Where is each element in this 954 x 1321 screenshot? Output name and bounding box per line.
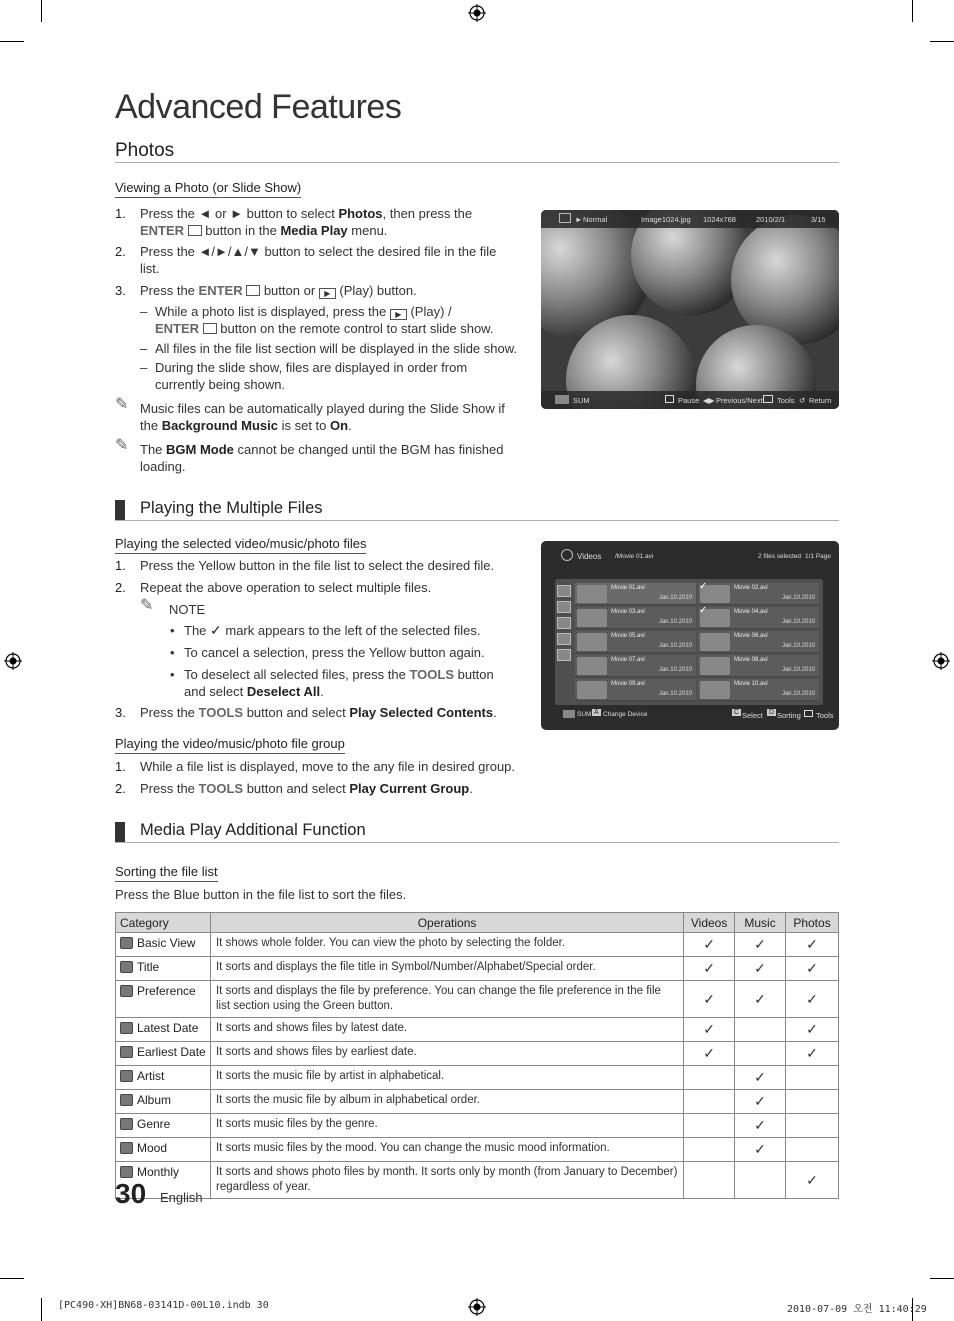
photo-slideshow-screenshot: [541, 210, 839, 409]
table-row: [116, 933, 839, 957]
photo-pause[interactable]: Pause: [678, 396, 700, 405]
video-path: /Movie 01.avi: [615, 553, 654, 560]
photo-mode: Normal: [583, 215, 608, 224]
subheading-selected: Playing the selected video/music/photo files: [115, 536, 366, 554]
video-bottom-bar: [541, 706, 839, 724]
film-reel-icon: [700, 633, 730, 651]
support-check-cell: ✓: [786, 933, 839, 957]
usb-icon: [555, 395, 569, 404]
multi-step-2: Repeat the above operation to select multiple files.: [140, 580, 432, 595]
video-item-date: Jan.10.2010: [781, 595, 815, 601]
video-item-name: Movie 09.avi: [611, 681, 645, 687]
table-row: [116, 1042, 839, 1066]
section-rule: [115, 842, 839, 843]
photo-resolution: 1024x768: [703, 215, 736, 224]
support-check-cell: ✓: [786, 981, 839, 1018]
calendar-icon: [557, 617, 571, 629]
crop-mark: [0, 41, 24, 42]
section-multiple-title: Playing the Multiple Files: [140, 499, 323, 517]
photo-tools[interactable]: Tools: [777, 396, 795, 405]
crop-mark: [930, 1278, 954, 1279]
support-check-cell: [684, 1090, 735, 1114]
step-number: 1.: [115, 206, 126, 221]
operation-cell: It sorts the music file by album in alphabetical order.: [210, 1090, 683, 1114]
table-header-row: [116, 913, 839, 933]
film-reel-icon: [700, 657, 730, 675]
support-check-cell: [786, 1114, 839, 1138]
support-check-cell: [735, 1018, 786, 1042]
table-header: Music: [735, 913, 786, 933]
support-check-cell: [786, 1090, 839, 1114]
category-label: Album: [137, 1093, 172, 1107]
table-header: Operations: [210, 913, 683, 933]
category-cell: [116, 981, 211, 1018]
video-sorting[interactable]: Sorting: [777, 711, 801, 720]
film-reel-icon: [577, 585, 607, 603]
key-d-icon: D: [769, 709, 775, 716]
support-check-cell: ✓: [684, 933, 735, 957]
table-header: Videos: [684, 913, 735, 933]
category-icon: [120, 1022, 133, 1034]
category-label: Mood: [137, 1141, 168, 1155]
folder-icon: [557, 585, 571, 597]
video-item-date: Jan.10.2010: [658, 643, 692, 649]
category-label: Basic View: [137, 936, 196, 950]
video-select[interactable]: Select: [742, 711, 763, 720]
check-mark-icon: ✓: [210, 622, 222, 638]
video-item-date: Jan.10.2010: [781, 619, 815, 625]
support-check-cell: ✓: [735, 957, 786, 981]
category-cell: [116, 1138, 211, 1162]
operation-cell: It sorts and shows files by latest date.: [210, 1018, 683, 1042]
note-pencil-icon: ✎: [115, 396, 129, 413]
key-a-icon: A: [594, 709, 599, 716]
support-check-cell: ✓: [786, 1162, 839, 1199]
video-item-name: Movie 05.avi: [611, 633, 645, 639]
play-icon: ▶: [319, 288, 336, 299]
category-icon: [120, 1142, 133, 1154]
note-pencil-icon: ✎: [140, 597, 154, 614]
table-row: [116, 1162, 839, 1199]
category-cell: [116, 957, 211, 981]
video-list-item[interactable]: [698, 607, 819, 629]
category-cell: [116, 1042, 211, 1066]
video-item-date: Jan.10.2010: [781, 643, 815, 649]
support-check-cell: ✓: [786, 957, 839, 981]
section-rule: [115, 162, 839, 163]
sorting-intro: Press the Blue button in the file list to sort the files.: [115, 887, 407, 902]
page-language: English: [160, 1190, 203, 1205]
video-sidebar: [557, 585, 571, 681]
category-cell: [116, 1018, 211, 1042]
play-icon: ▶: [390, 309, 407, 320]
left-right-icon: ◀▶: [703, 396, 715, 405]
category-icon: [120, 1166, 133, 1178]
photo-date: 2010/2/1: [756, 215, 786, 224]
category-cell: [116, 1090, 211, 1114]
section-bar: [115, 822, 125, 842]
video-change-device[interactable]: Change Device: [603, 711, 648, 718]
support-check-cell: ✓: [684, 1018, 735, 1042]
support-check-cell: ✓: [735, 981, 786, 1018]
step-3-text: Press the ENTER button or ▶ (Play) button.: [140, 283, 417, 298]
note-pencil-icon: ✎: [115, 437, 129, 454]
multi-step-3: Press the TOOLS button and select Play Selected Contents.: [140, 705, 497, 720]
table-header: Category: [116, 913, 211, 933]
table-row: [116, 957, 839, 981]
photo-icon: [559, 213, 571, 223]
registration-mark-icon: [468, 4, 486, 22]
table-row: [116, 1066, 839, 1090]
dash-3-text: During the slide show, files are displayed in order from currently being shown.: [155, 360, 468, 392]
support-check-cell: ✓: [786, 1042, 839, 1066]
video-item-date: Jan.10.2010: [658, 667, 692, 673]
apples-photo: [541, 210, 839, 409]
return-icon: ↺: [799, 396, 806, 405]
table-row: [116, 981, 839, 1018]
bullet-1: The ✓ mark appears to the left of the selected files.: [184, 622, 481, 638]
support-check-cell: ✓: [786, 1018, 839, 1042]
video-item-name: Movie 02.avi: [734, 585, 768, 591]
subheading-sorting: Sorting the file list: [115, 864, 218, 882]
bullet-3: To deselect all selected files, press the TOOLS button and select Deselect All.: [184, 667, 494, 699]
video-list-item[interactable]: [698, 679, 819, 701]
category-label: Latest Date: [137, 1021, 199, 1035]
category-icon: [120, 961, 133, 973]
page-number: 30: [115, 1178, 147, 1209]
section-additional-title: Media Play Additional Function: [140, 821, 366, 839]
video-item-name: Movie 04.avi: [734, 609, 768, 615]
operation-cell: It sorts music files by the mood. You can change the music mood information.: [210, 1138, 683, 1162]
video-top-bar: [541, 547, 839, 567]
photo-device: SUM: [573, 396, 590, 405]
film-reel-icon: [577, 609, 607, 627]
dash-2-text: All files in the file list section will be displayed in the slide show.: [155, 341, 518, 356]
operation-cell: It sorts and displays the file title in Symbol/Number/Alphabet/Special order.: [210, 957, 683, 981]
category-icon: [120, 985, 133, 997]
category-label: Earliest Date: [137, 1045, 206, 1059]
footer-file: [PC490-XH]BN68-03141D-00L10.indb 30: [58, 1300, 269, 1311]
category-icon: [120, 1046, 133, 1058]
video-grid: [575, 583, 821, 703]
group-step-1: While a file list is displayed, move to the any file in desired group.: [140, 759, 516, 774]
support-check-cell: ✓: [684, 1042, 735, 1066]
calendar-icon: [557, 633, 571, 645]
video-list-item[interactable]: [575, 583, 696, 605]
video-list-item[interactable]: [575, 655, 696, 677]
usb-icon: [563, 710, 575, 718]
video-item-date: Jan.10.2010: [781, 691, 815, 697]
support-check-cell: ✓: [735, 1066, 786, 1090]
video-list-item[interactable]: [698, 655, 819, 677]
support-check-cell: ✓: [684, 957, 735, 981]
step-number: 3.: [115, 283, 126, 298]
video-tools[interactable]: Tools: [816, 711, 834, 720]
support-check-cell: [684, 1114, 735, 1138]
support-check-cell: [684, 1066, 735, 1090]
category-label: Monthly: [137, 1165, 180, 1179]
crop-mark: [912, 0, 913, 22]
crop-mark: [41, 1298, 42, 1321]
crop-mark: [930, 41, 954, 42]
operation-cell: It sorts and shows files by earliest date.: [210, 1042, 683, 1066]
support-check-cell: ✓: [735, 933, 786, 957]
video-device: SUM: [577, 711, 592, 718]
category-label: Title: [137, 960, 160, 974]
category-icon: [120, 1094, 133, 1106]
operation-cell: It sorts the music file by artist in alphabetical.: [210, 1066, 683, 1090]
page-title: Advanced Features: [115, 88, 402, 126]
support-check-cell: ✓: [684, 981, 735, 1018]
support-check-cell: [786, 1066, 839, 1090]
crop-mark: [41, 0, 42, 22]
operation-cell: It sorts music files by the genre.: [210, 1114, 683, 1138]
photo-count: 3/15: [811, 215, 826, 224]
table-row: [116, 1114, 839, 1138]
step-number: 1.: [115, 759, 126, 774]
category-icon: [120, 937, 133, 949]
film-reel-icon: [577, 657, 607, 675]
video-list-item[interactable]: [698, 583, 819, 605]
table-row: [116, 1018, 839, 1042]
video-list-item[interactable]: [575, 631, 696, 653]
step-1-text: Press the ◄ or ► button to select Photos, then press the ENTER button in the Media Play menu.: [140, 206, 473, 238]
step-number: 1.: [115, 558, 126, 573]
note-label: NOTE: [169, 602, 206, 617]
video-item-date: Jan.10.2010: [658, 595, 692, 601]
enter-icon: [188, 225, 202, 236]
support-check-cell: ✓: [735, 1138, 786, 1162]
title-icon: [557, 601, 571, 613]
video-item-name: Movie 07.avi: [611, 657, 645, 663]
subheading-group: Playing the video/music/photo file group: [115, 736, 345, 754]
section-photos-title: Photos: [115, 140, 175, 161]
category-cell: [116, 933, 211, 957]
category-label: Artist: [137, 1069, 165, 1083]
support-check-cell: [684, 1162, 735, 1199]
photo-return[interactable]: Return: [809, 396, 832, 405]
category-icon: [120, 1118, 133, 1130]
operation-cell: It shows whole folder. You can view the photo by selecting the folder.: [210, 933, 683, 957]
video-item-date: Jan.10.2010: [781, 667, 815, 673]
check-mark-icon: ✓: [699, 581, 708, 592]
key-c-icon: C: [734, 709, 740, 716]
video-item-name: Movie 06.avi: [734, 633, 768, 639]
step-number: 2.: [115, 580, 126, 595]
step-number: 2.: [115, 781, 126, 796]
photo-bottom-bar: [541, 391, 839, 409]
video-selected-count: 2 files selected: [758, 553, 801, 560]
video-page: 1/1 Page: [805, 553, 832, 560]
subheading-viewing: Viewing a Photo (or Slide Show): [115, 180, 301, 198]
support-check-cell: [684, 1138, 735, 1162]
step-number: 3.: [115, 705, 126, 720]
video-list-screenshot: [541, 541, 839, 730]
footer-date: 2010-07-09 오전 11:40:29: [787, 1304, 927, 1315]
video-list-panel: [555, 579, 823, 705]
tools-icon: [804, 710, 813, 717]
operation-cell: It sorts and shows photo files by month. It sorts only by month (from January to December) regardless of year.: [210, 1162, 683, 1199]
table-row: [116, 1090, 839, 1114]
film-reel-icon: [700, 681, 730, 699]
video-item-name: Movie 01.avi: [611, 585, 645, 591]
video-item-date: Jan.10.2010: [658, 691, 692, 697]
note-1-text: Music files can be automatically played during the Slide Show if the Background Music is set to On.: [140, 401, 505, 433]
dash-1-text: While a photo list is displayed, press the ▶ (Play) / ENTER button on the remote control to start slide show.: [155, 304, 494, 336]
multi-step-1: Press the Yellow button in the file list to select the desired file.: [140, 558, 495, 573]
category-cell: [116, 1114, 211, 1138]
video-title: Videos: [577, 552, 602, 561]
note-2-text: The BGM Mode cannot be changed until the BGM has finished loading.: [140, 442, 504, 474]
video-item-date: Jan.10.2010: [658, 619, 692, 625]
step-number: 2.: [115, 244, 126, 259]
video-item-name: Movie 10.avi: [734, 681, 768, 687]
table-row: [116, 1138, 839, 1162]
bullet-2: To cancel a selection, press the Yellow button again.: [184, 645, 485, 660]
photo-prevnext[interactable]: Previous/Next: [716, 396, 763, 405]
category-cell: [116, 1066, 211, 1090]
video-item-name: Movie 03.avi: [611, 609, 645, 615]
video-list-item[interactable]: [575, 607, 696, 629]
film-reel-icon: [561, 549, 573, 561]
category-icon: [120, 1070, 133, 1082]
table-header: Photos: [786, 913, 839, 933]
check-mark-icon: ✓: [699, 605, 708, 616]
person-icon: [557, 649, 571, 661]
registration-mark-icon: [4, 652, 22, 670]
film-reel-icon: [577, 681, 607, 699]
support-check-cell: [735, 1042, 786, 1066]
support-check-cell: [735, 1162, 786, 1199]
group-step-2: Press the TOOLS button and select Play Current Group.: [140, 781, 473, 796]
support-check-cell: [786, 1138, 839, 1162]
enter-icon: [665, 395, 674, 403]
support-check-cell: ✓: [735, 1114, 786, 1138]
photo-filename: Image1024.jpg: [641, 215, 691, 224]
section-bar: [115, 500, 125, 520]
photo-top-bar: ► Normal Image1024.jpg 1024x768 2010/2/1 3/15: [541, 210, 839, 228]
category-label: Genre: [137, 1117, 171, 1131]
crop-mark: [0, 1278, 24, 1279]
support-check-cell: ✓: [735, 1090, 786, 1114]
video-list-item[interactable]: [698, 631, 819, 653]
enter-icon: [203, 323, 217, 334]
step-2-text: Press the ◄/►/▲/▼ button to select the desired file in the file list.: [140, 244, 497, 276]
category-label: Preference: [137, 984, 196, 998]
registration-mark-icon: [932, 652, 950, 670]
operation-cell: It sorts and displays the file by preference. You can change the file preference in the file list section using the Green button.: [210, 981, 683, 1018]
registration-mark-icon: [468, 1298, 486, 1316]
section-rule: [115, 520, 839, 521]
video-item-name: Movie 08.avi: [734, 657, 768, 663]
video-list-item[interactable]: [575, 679, 696, 701]
sorting-table: [115, 912, 839, 1199]
enter-icon: [246, 285, 260, 296]
film-reel-icon: [577, 633, 607, 651]
tools-icon: [763, 395, 773, 403]
